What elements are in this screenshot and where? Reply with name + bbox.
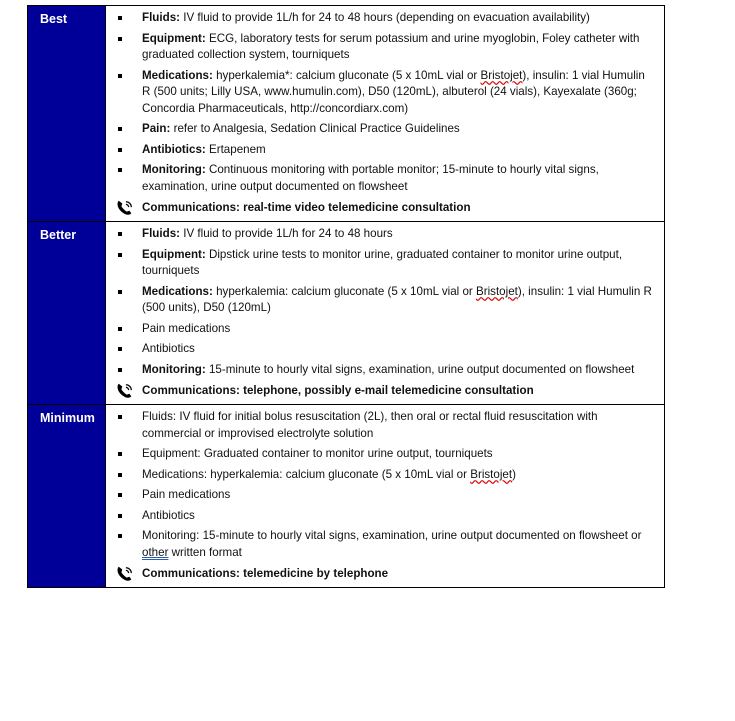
list-item: Fluids: IV fluid to provide 1L/h for 24 to 48 hours (depending on evacuation availability) <box>116 10 654 27</box>
list-item: Pain: refer to Analgesia, Sedation Clinical Practice Guidelines <box>116 121 654 138</box>
list-item: Fluids: IV fluid for initial bolus resuscitation (2L), then oral or rectal fluid resuscitation with commercial or improvised electrolyte solution <box>116 409 654 442</box>
bullet-icon <box>118 16 122 20</box>
row-label: Best <box>28 6 106 221</box>
row-minimum <box>28 404 664 587</box>
list-item: Equipment: ECG, laboratory tests for serum potassium and urine myoglobin, Foley catheter with graduated collection system, tourniquets <box>116 31 654 64</box>
list-item: Equipment: Graduated container to monitor urine output, tourniquets <box>116 446 654 463</box>
list-item: Pain medications <box>116 487 654 504</box>
spellcheck-word[interactable]: Bristojet <box>475 284 518 298</box>
bullet-icon <box>118 168 122 172</box>
list-item: Antibiotics <box>116 508 654 525</box>
bullet-icon <box>118 148 122 152</box>
phone-icon <box>116 199 134 217</box>
bullet-icon <box>118 253 122 257</box>
bullet-icon <box>118 327 122 331</box>
communications-line: Communications: telemedicine by telephone <box>116 565 654 583</box>
phone-icon <box>116 382 134 400</box>
list-item: Antibiotics: Ertapenem <box>116 142 654 159</box>
spellcheck-word[interactable]: Bristojet <box>470 467 513 481</box>
bullet-icon <box>118 415 122 419</box>
row-content <box>106 405 664 587</box>
spellcheck-word[interactable]: Bristojet <box>480 68 523 82</box>
list-item: Monitoring: 15-minute to hourly vital signs, examination, urine output documented on flowsheet <box>116 362 654 379</box>
row-content <box>106 6 664 221</box>
row-best <box>28 6 664 221</box>
list-item: Medications: hyperkalemia: calcium gluconate (5 x 10mL vial or Bristojet), insulin: 1 vial Humulin R (500 units), D50 (120mL) <box>116 284 654 317</box>
bullet-icon <box>118 232 122 236</box>
bullet-icon <box>118 493 122 497</box>
list-item: Medications: hyperkalemia*: calcium gluconate (5 x 10mL vial or Bristojet), insulin: 1 vial Humulin R (500 units; Lilly USA, www.humulin.com), D50 (120mL), albuterol (24 vials), Kayexalate (360g; Concordia Pharmaceuticals, http://concordiarx.com) <box>116 68 654 118</box>
grammar-flag-word[interactable]: other <box>142 545 169 559</box>
list-item: Monitoring: 15-minute to hourly vital signs, examination, urine output documented on flowsheet or other written format <box>116 528 654 561</box>
bullet-icon <box>118 514 122 518</box>
row-label: Better <box>28 222 106 404</box>
list-item: Equipment: Dipstick urine tests to monitor urine, graduated container to monitor urine output, tourniquets <box>116 247 654 280</box>
list-item: Antibiotics <box>116 341 654 358</box>
bullet-icon <box>118 290 122 294</box>
row-label: Minimum <box>28 405 106 587</box>
list-item: Fluids: IV fluid to provide 1L/h for 24 to 48 hours <box>116 226 654 243</box>
row-better <box>28 221 664 404</box>
communications-line: Communications: telephone, possibly e-mail telemedicine consultation <box>116 382 654 400</box>
bullet-icon <box>118 127 122 131</box>
phone-icon <box>116 565 134 583</box>
bullet-icon <box>118 37 122 41</box>
bullet-icon <box>118 452 122 456</box>
bullet-icon <box>118 534 122 538</box>
list-item: Pain medications <box>116 321 654 338</box>
bullet-icon <box>118 74 122 78</box>
list-item: Monitoring: Continuous monitoring with portable monitor; 15-minute to hourly vital signs, examination, urine output documented on flowsheet <box>116 162 654 195</box>
communications-line: Communications: real-time video telemedicine consultation <box>116 199 654 217</box>
care-level-table <box>27 5 665 588</box>
bullet-icon <box>118 473 122 477</box>
row-content <box>106 222 664 404</box>
bullet-icon <box>118 347 122 351</box>
list-item: Medications: hyperkalemia: calcium gluconate (5 x 10mL vial or Bristojet) <box>116 467 654 484</box>
bullet-icon <box>118 368 122 372</box>
